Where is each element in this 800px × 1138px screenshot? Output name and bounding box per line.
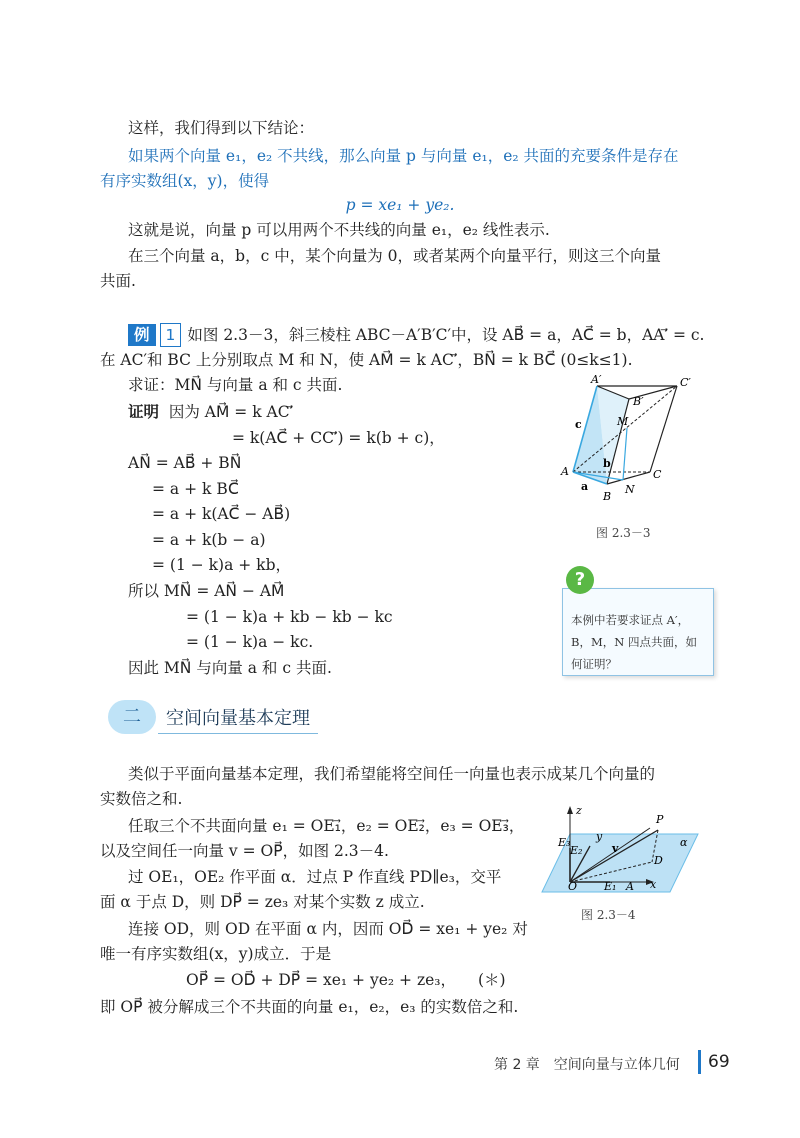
theorem-line: 如果两个向量 e₁，e₂ 不共线，那么向量 p 与向量 e₁，e₂ 共面的充要条件是存在 [128,147,679,165]
fig2-label: E₁ [604,880,617,893]
fig2-label: α [680,836,688,849]
fig1-label: B [603,490,612,503]
note-text: 本例中若要求证点 A′，B，M，N 四点共面，如何证明？ [571,613,697,671]
proof-step: = (1 − k)a − kc. [186,633,314,651]
fig1-label: B′ [633,395,644,408]
space-vector-figure [540,806,705,900]
figure-caption: 图 2.3－3 [596,526,651,540]
theorem-formula: p = xe₁ + ye₂. [345,196,455,214]
text-line: 过 OE₁，OE₂ 作平面 α．过点 P 作直线 PD∥e₃，交平 [128,868,502,886]
prism-figure [555,372,705,507]
text-line: 连接 OD，则 OD 在平面 α 内，因而 OD⃗ = xe₁ + ye₂ 对 [128,920,528,938]
fig1-label: C [653,468,662,481]
fig2-label: x [650,878,657,891]
fig2-label: E₂ [570,844,583,857]
proof-step: = (1 − k)a + kb − kb − kc [186,608,393,626]
proof-step: = a + k(b − a) [152,531,266,549]
proof-step: = (1 − k)a + kb， [152,556,292,574]
example-line: 在 AC′和 BC 上分别取点 M 和 N，使 AM⃗ = k AC′⃗，BN⃗ = k BC⃗ (0≤k≤1). [100,351,633,369]
fig1-label: c [575,418,582,431]
section-title: 空间向量基本定理 [166,708,310,729]
chapter-footer: 第 2 章 空间向量与立体几何 [494,1057,680,1073]
section-underline [158,733,318,734]
fig2-label: y [596,830,603,843]
text-line: 共面. [100,272,136,290]
text-line: 在三个向量 a，b，c 中，某个向量为 0，或者某两个向量平行，则这三个向量 [128,247,661,265]
proof-step: = k(AC⃗ + CC′⃗) = k(b + c)， [232,429,445,447]
text-line: 这样，我们得到以下结论： [128,119,315,137]
example-badge: 例 [128,324,156,346]
question-icon: ? [566,566,594,594]
fig1-label: b [603,457,611,470]
fig2-label: O [568,880,578,893]
fig2-label: A [626,880,634,893]
text-line: 任取三个不共面向量 e₁ = OE₁⃗，e₂ = OE₂⃗，e₃ = OE₃⃗， [128,817,525,835]
example-line: 如图 2.3－3，斜三棱柱 ABC－A′B′C′中，设 AB⃗ = a，AC⃗ = b，AA′⃗ = c. [187,326,705,344]
footer-divider [698,1050,701,1074]
proof-step: 因此 MN⃗ 与向量 a 和 c 共面. [128,659,332,677]
fig1-label: A′ [591,373,602,386]
proof-step: 所以 MN⃗ = AN⃗ − AM⃗ [128,582,285,600]
section-number: 二 [108,700,156,734]
example-heading [128,323,704,347]
text-line: 唯一有序实数组(x，y)成立．于是 [100,945,332,963]
text-line: 类似于平面向量基本定理，我们希望能将空间任一向量也表示成某几个向量的 [128,765,656,783]
text-line: 以及空间任一向量 v = OP⃗，如图 2.3－4. [100,842,389,860]
note-box [562,588,714,676]
formula-line: OP⃗ = OD⃗ + DP⃗ = xe₁ + ye₂ + ze₃， [186,971,457,989]
example-number: 1 [160,323,182,347]
formula-tag: (＊) [478,971,506,989]
fig1-label: C′ [680,376,691,389]
text-line: 这就是说，向量 p 可以用两个不共线的向量 e₁，e₂ 线性表示. [128,221,550,239]
text-line: 面 α 于点 D，则 DP⃗ = ze₃ 对某个实数 z 成立. [100,893,425,911]
example-line: 求证：MN⃗ 与向量 a 和 c 共面. [128,376,343,394]
fig2-label: z [576,806,582,817]
section-heading [108,700,318,736]
proof-line [128,401,293,423]
fig2-label: E₃ [558,836,571,849]
page-number: 69 [708,1052,730,1072]
figure-caption: 图 2.3－4 [581,908,636,922]
proof-step: = a + k BC⃗ [152,480,239,498]
theorem-line: 有序实数组(x，y)，使得 [100,172,270,190]
proof-step: AN⃗ = AB⃗ + BN⃗ [128,454,242,472]
text-line: 实数倍之和. [100,790,183,808]
fig1-label: A [561,465,569,478]
fig1-label: a [581,480,589,493]
proof-label: 证明 [128,402,160,421]
fig2-label: P [656,813,664,826]
proof-step: 因为 AM⃗ = k AC′⃗ [168,403,294,421]
proof-step: = a + k(AC⃗ − AB⃗) [152,505,291,523]
fig1-label: N [625,483,635,496]
fig2-label: v [612,842,619,855]
fig1-label: M [617,415,629,428]
fig2-label: D [654,854,663,867]
text-line: 即 OP⃗ 被分解成三个不共面的向量 e₁，e₂，e₃ 的实数倍之和. [100,998,519,1016]
